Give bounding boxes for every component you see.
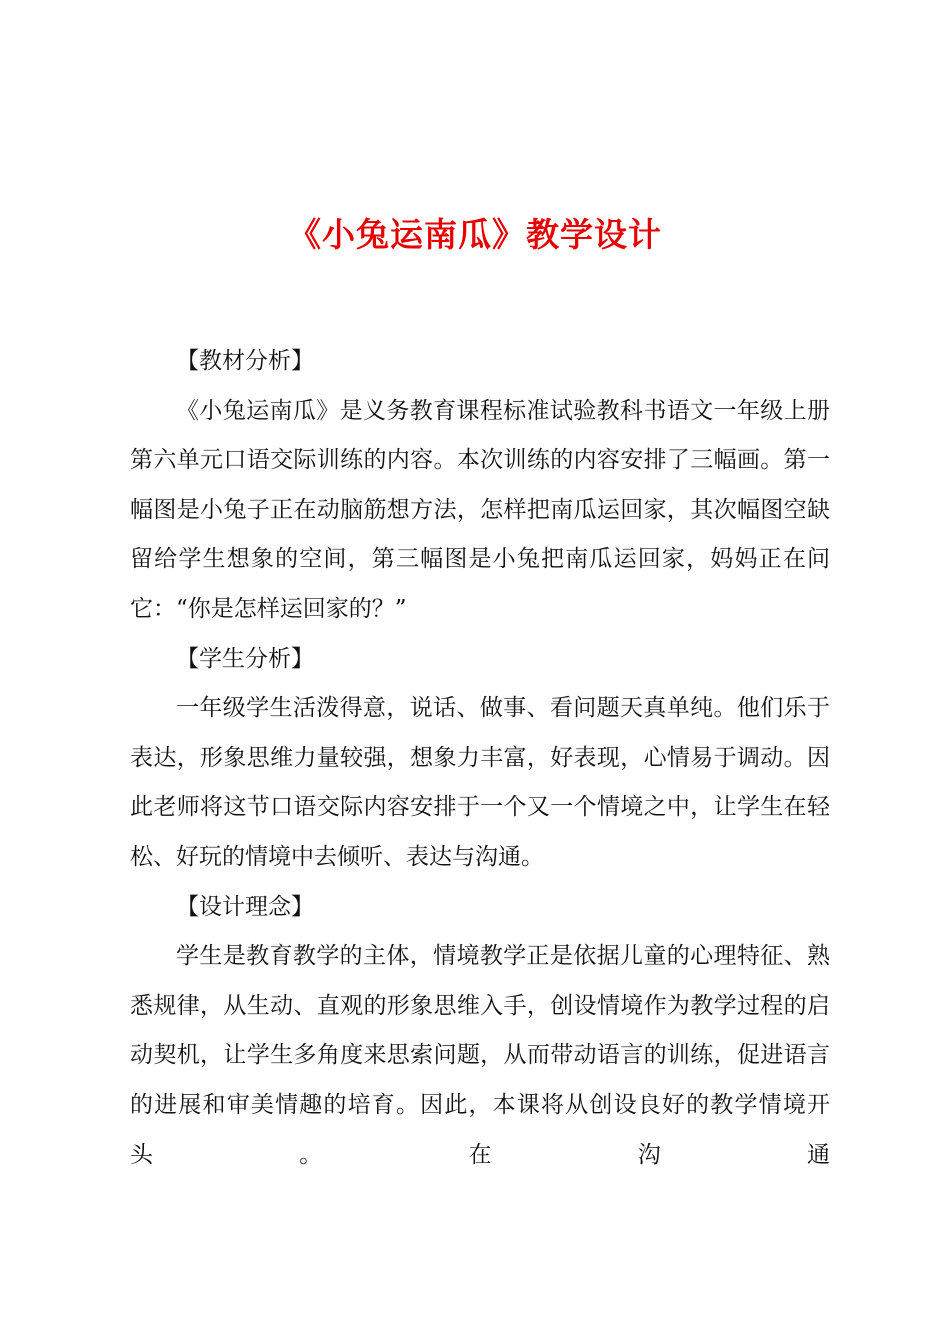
section-heading-student-analysis: 【学生分析】 <box>176 645 314 672</box>
section-heading-material-analysis: 【教材分析】 <box>176 348 314 374</box>
document-body <box>130 337 830 1180</box>
section-paragraph-material-analysis: 《小兔运南瓜》是义务教育课程标准试验教科书语文一年级上册第六单元口语交际训练的内容。本次训练的内容安排了三幅画。第一幅图是小兔子正在动脑筋想方法，怎样把南瓜运回家，其次幅图空缺留给学生想象的空间，第三幅图是小兔把南瓜运回家，妈妈正在问它：“你是怎样运回家的？” <box>130 397 830 622</box>
section-paragraph-student-analysis: 一年级学生活泼得意，说话、做事、看问题天真单纯。他们乐于表达，形象思维力量较强，想象力丰富，好表现，心情易于调动。因此老师将这节口语交际内容安排于一个又一个情境之中，让学生在轻松、好玩的情境中去倾听、表达与沟通。 <box>130 695 830 870</box>
section-paragraph-design-concept: 学生是教育教学的主体，情境教学正是依据儿童的心理特征、熟悉规律，从生动、直观的形象思维入手，创设情境作为教学过程的启动契机，让学生多角度来思索问题，从而带动语言的训练，促进语言的进展和审美情趣的培育。因此，本课将从创设良好的教学情境开头。在沟通 <box>130 943 830 1168</box>
section-heading-design-concept: 【设计理念】 <box>176 893 314 920</box>
document-title: 《小兔运南瓜》教学设计 <box>288 215 662 254</box>
